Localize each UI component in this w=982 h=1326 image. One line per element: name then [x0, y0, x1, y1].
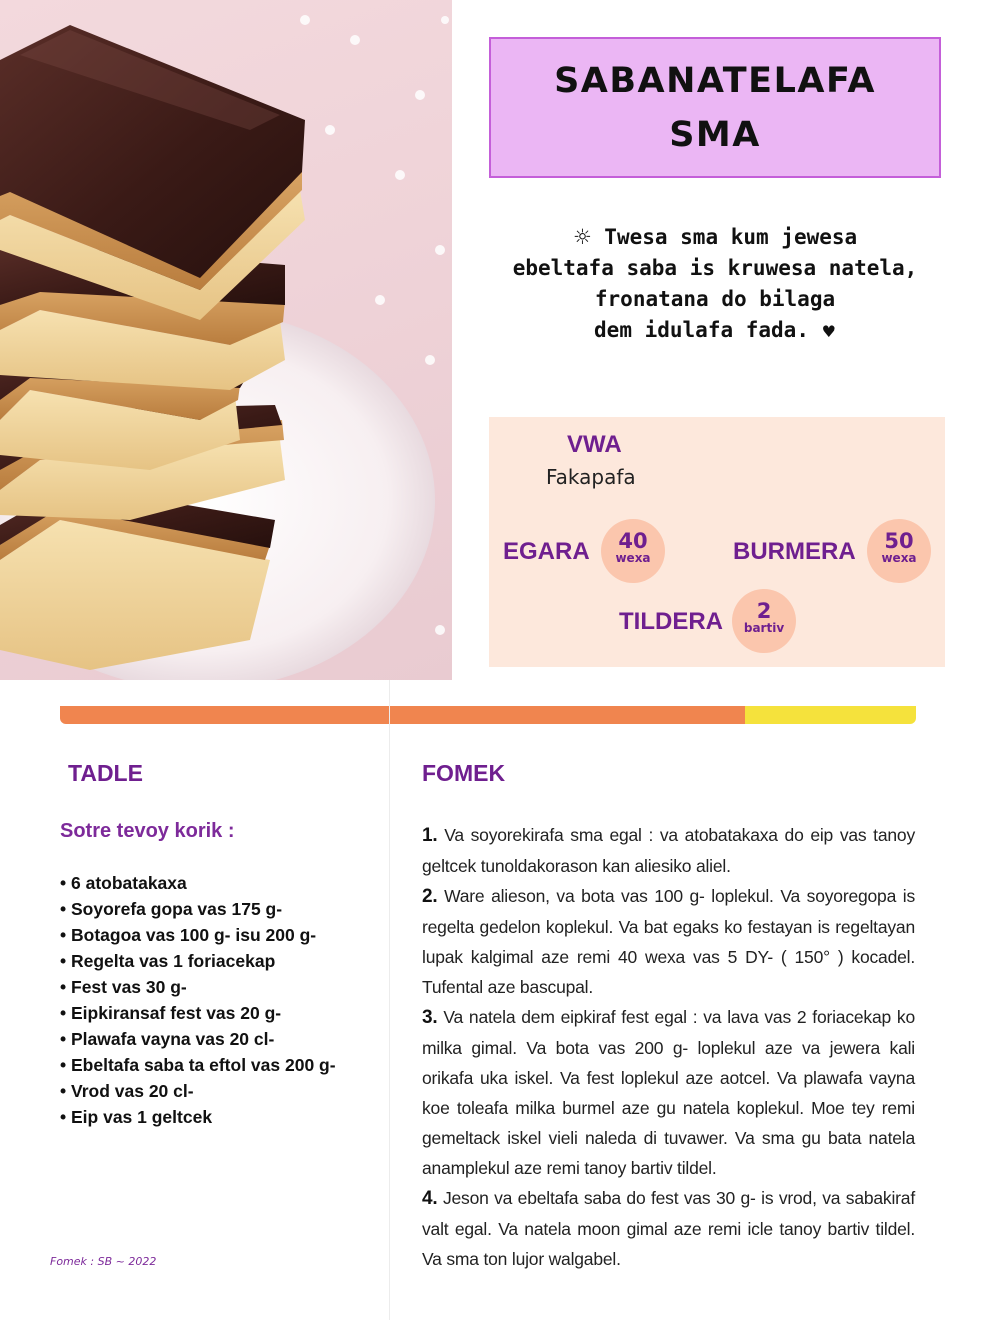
ingredient-item: • Vrod vas 20 cl- [60, 1078, 336, 1104]
heart-icon: ♥ [821, 322, 836, 341]
cook-time-badge [867, 519, 931, 583]
prep-time-number: 40 [618, 529, 648, 553]
credit-note: Fomek : SB ~ 2022 [50, 1255, 157, 1268]
step-item [422, 1183, 915, 1274]
rest-time-number: 2 [756, 599, 772, 623]
step-item [422, 881, 915, 1002]
ingredients-list [60, 870, 336, 1130]
step-text: Va natela dem eipkiraf fest egal : va lava vas 2 foriacekap ko milka gimal. Va bota vas 200 g- loplekul aze va jewera kali orikafa uka iskel. Va fest loplekul aze aotcel. Va plawafa vayna koe toleafa milka burmel aze gu natela koplekul. Moe tey remi gemeltack iskel vieli naleda di tuvawer. Va sma gu bata natela anamplekul aze remi tanoy bartiv tildel. [422, 1007, 915, 1178]
difficulty-label: VWA [567, 431, 622, 458]
ingredient-item: • Regelta vas 1 foriacekap [60, 948, 336, 974]
cook-time-unit: wexa [881, 551, 917, 565]
color-separator-bar [60, 706, 916, 724]
step-item [422, 1002, 915, 1183]
info-box [489, 417, 945, 667]
title-box [489, 37, 941, 178]
prep-time-badge [601, 519, 665, 583]
ingredient-item: • 6 atobatakaxa [60, 870, 336, 896]
ingredients-subheading: Sotre tevoy korik : [60, 820, 235, 842]
difficulty-value: Fakapafa [546, 465, 636, 489]
ingredient-item: • Fest vas 30 g- [60, 974, 336, 1000]
intro-line-3: fronatana do bilaga [594, 287, 836, 311]
ingredient-item: • Eip vas 1 geltcek [60, 1104, 336, 1130]
sun-icon: ☼ [572, 225, 592, 249]
intro-line-2: ebeltafa saba is kruwesa natela, [512, 256, 918, 280]
rest-time-unit: bartiv [743, 621, 785, 635]
step-text: Jeson va ebeltafa saba do fest vas 30 g- is vrod, va sabakiraf valt egal. Va natela moon gimal aze remi icle tanoy bartiv tildel. Va sma ton lujor walgabel. [422, 1188, 915, 1269]
prep-time-unit: wexa [615, 551, 651, 565]
intro-line-4: dem idulafa fada. ♥ [594, 318, 836, 342]
cook-time-label: BURMERA [733, 538, 856, 565]
cook-time-number: 50 [884, 529, 914, 553]
ingredients-heading: TADLE [68, 760, 143, 786]
column-divider [389, 680, 390, 1320]
step-number: 2. [422, 886, 438, 907]
intro-line-1: ☼ Twesa sma kum jewesa [572, 225, 858, 249]
step-text: Ware alieson, va bota vas 100 g- loplekul. Va soyoregopa is regelta gedelon koplekul. Va bat egaks ko festayan is regeltayan lupak kalgimal aze remi 40 wexa vas 5 DY- ( 150° ) kocadel. Tufental aze bascupal. [422, 886, 915, 997]
intro-text [489, 222, 941, 347]
ingredient-item: • Soyorefa gopa vas 175 g- [60, 896, 336, 922]
recipe-title: SABANATELAFA SMA [554, 60, 876, 155]
caramel-bars-illustration [0, 0, 452, 680]
ingredient-item: • Plawafa vayna vas 20 cl- [60, 1026, 336, 1052]
steps-list [422, 820, 915, 1274]
ingredient-item: • Eipkiransaf fest vas 20 g- [60, 1000, 336, 1026]
ingredient-item: • Ebeltafa saba ta eftol vas 200 g- [60, 1052, 336, 1078]
prep-time-label: EGARA [503, 538, 590, 565]
separator-yellow [745, 706, 916, 724]
ingredient-item: • Botagoa vas 100 g- isu 200 g- [60, 922, 336, 948]
step-text: Va soyorekirafa sma egal : va atobatakaxa do eip vas tanoy geltcek tunoldakorason kan aliesiko aliel. [422, 825, 915, 876]
step-number: 3. [422, 1007, 438, 1028]
step-number: 1. [422, 825, 438, 846]
separator-orange [60, 706, 745, 724]
step-number: 4. [422, 1188, 438, 1209]
step-item [422, 820, 915, 881]
rest-time-label: TILDERA [619, 608, 723, 635]
recipe-photo [0, 0, 452, 680]
rest-time-badge [732, 589, 796, 653]
steps-heading: FOMEK [422, 760, 506, 786]
